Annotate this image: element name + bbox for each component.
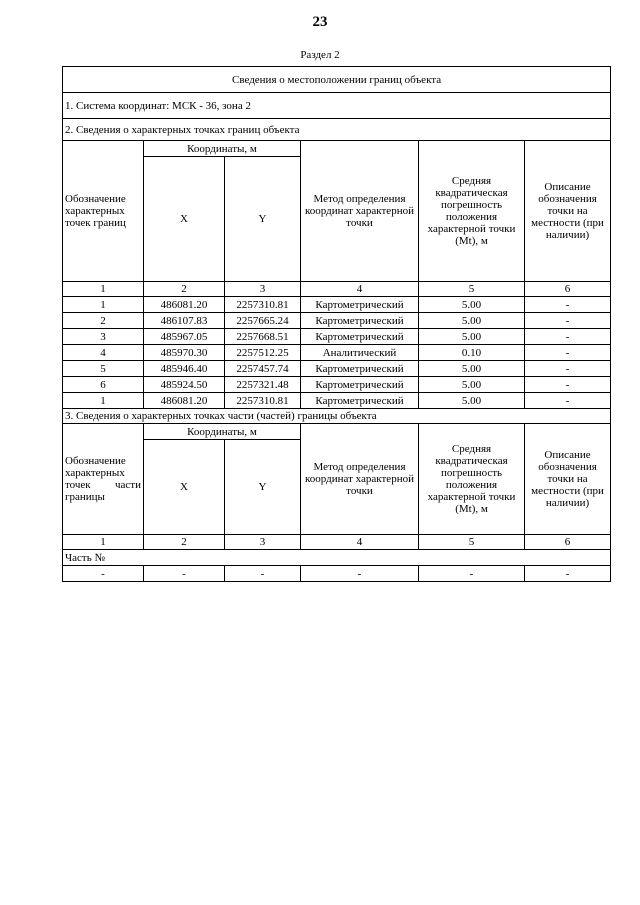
table-row: [63, 361, 611, 377]
table-row: [63, 393, 611, 409]
part-cell: -: [301, 566, 419, 582]
point-method: Аналитический: [301, 345, 419, 361]
point-mt: 5.00: [419, 297, 525, 313]
point-y: 2257665.24: [225, 313, 301, 329]
column-number: 2: [144, 282, 225, 297]
point-desc: -: [525, 345, 611, 361]
point-x: 485946.40: [144, 361, 225, 377]
point-desc: -: [525, 297, 611, 313]
table-row: [63, 297, 611, 313]
point-number: 1: [63, 393, 144, 409]
point-y: 2257310.81: [225, 297, 301, 313]
header-description: Описание обозначения точки на местности (при наличии): [525, 141, 611, 282]
point-mt: 5.00: [419, 393, 525, 409]
point-number: 2: [63, 313, 144, 329]
section-label: Раздел 2: [300, 49, 340, 61]
point-method: Картометрический: [301, 297, 419, 313]
header-error: Средняя квадратическая погрешность положения характерной точки (Mt), м: [419, 141, 525, 282]
point-mt: 5.00: [419, 361, 525, 377]
table-row: [63, 566, 611, 582]
point-method: Картометрический: [301, 377, 419, 393]
point-x: 486081.20: [144, 393, 225, 409]
column-number: 5: [419, 282, 525, 297]
point-mt: 5.00: [419, 313, 525, 329]
point-mt: 0.10: [419, 345, 525, 361]
page-number: 23: [312, 14, 328, 30]
point-y: 2257512.25: [225, 345, 301, 361]
point-x: 485924.50: [144, 377, 225, 393]
table-row: [63, 313, 611, 329]
point-number: 4: [63, 345, 144, 361]
boundary-table: [62, 66, 611, 582]
table-row: [63, 345, 611, 361]
point-x: 486107.83: [144, 313, 225, 329]
part-label: Часть №: [63, 550, 611, 566]
column-number: 1: [63, 535, 144, 550]
header-method-part: Метод определения координат характерной точки: [301, 424, 419, 535]
point-number: 5: [63, 361, 144, 377]
point-y: 2257321.48: [225, 377, 301, 393]
column-number: 4: [301, 535, 419, 550]
header-description-part: Описание обозначения точки на местности (при наличии): [525, 424, 611, 535]
point-method: Картометрический: [301, 329, 419, 345]
point-desc: -: [525, 377, 611, 393]
table-title: Сведения о местоположении границ объекта: [63, 67, 611, 93]
point-number: 3: [63, 329, 144, 345]
point-mt: 5.00: [419, 329, 525, 345]
point-number: 6: [63, 377, 144, 393]
coord-system: 1. Система координат: МСК - 36, зона 2: [63, 93, 611, 119]
part-cell: -: [525, 566, 611, 582]
point-method: Картометрический: [301, 361, 419, 377]
point-y: 2257668.51: [225, 329, 301, 345]
section2-title: 2. Сведения о характерных точках границ объекта: [63, 119, 611, 141]
part-cell: -: [144, 566, 225, 582]
column-number: 5: [419, 535, 525, 550]
header-x-part: X: [144, 440, 225, 535]
part-cell: -: [419, 566, 525, 582]
table-row: [63, 329, 611, 345]
table-row: [63, 377, 611, 393]
column-number: 3: [225, 535, 301, 550]
column-number: 6: [525, 535, 611, 550]
column-number: 6: [525, 282, 611, 297]
header-coordinates: Координаты, м: [144, 141, 301, 157]
point-method: Картометрический: [301, 393, 419, 409]
point-desc: -: [525, 329, 611, 345]
point-number: 1: [63, 297, 144, 313]
header-method: Метод определения координат характерной точки: [301, 141, 419, 282]
header-error-part: Средняя квадратическая погрешность положения характерной точки (Mt), м: [419, 424, 525, 535]
point-method: Картометрический: [301, 313, 419, 329]
header-y: Y: [225, 157, 301, 282]
header-point-designation: Обозначение характерных точек границ: [63, 141, 144, 282]
column-number: 2: [144, 535, 225, 550]
header-part-point-designation: Обозначение характерных точек части границы: [63, 424, 144, 535]
point-desc: -: [525, 361, 611, 377]
header-x: X: [144, 157, 225, 282]
header-coordinates-part: Координаты, м: [144, 424, 301, 440]
section3-title: 3. Сведения о характерных точках части (частей) границы объекта: [63, 409, 611, 424]
column-number: 1: [63, 282, 144, 297]
column-number: 4: [301, 282, 419, 297]
header-y-part: Y: [225, 440, 301, 535]
point-desc: -: [525, 313, 611, 329]
point-x: 486081.20: [144, 297, 225, 313]
column-number: 3: [225, 282, 301, 297]
point-y: 2257457.74: [225, 361, 301, 377]
point-x: 485967.05: [144, 329, 225, 345]
point-mt: 5.00: [419, 377, 525, 393]
part-cell: -: [225, 566, 301, 582]
point-y: 2257310.81: [225, 393, 301, 409]
point-desc: -: [525, 393, 611, 409]
point-x: 485970.30: [144, 345, 225, 361]
part-cell: -: [63, 566, 144, 582]
